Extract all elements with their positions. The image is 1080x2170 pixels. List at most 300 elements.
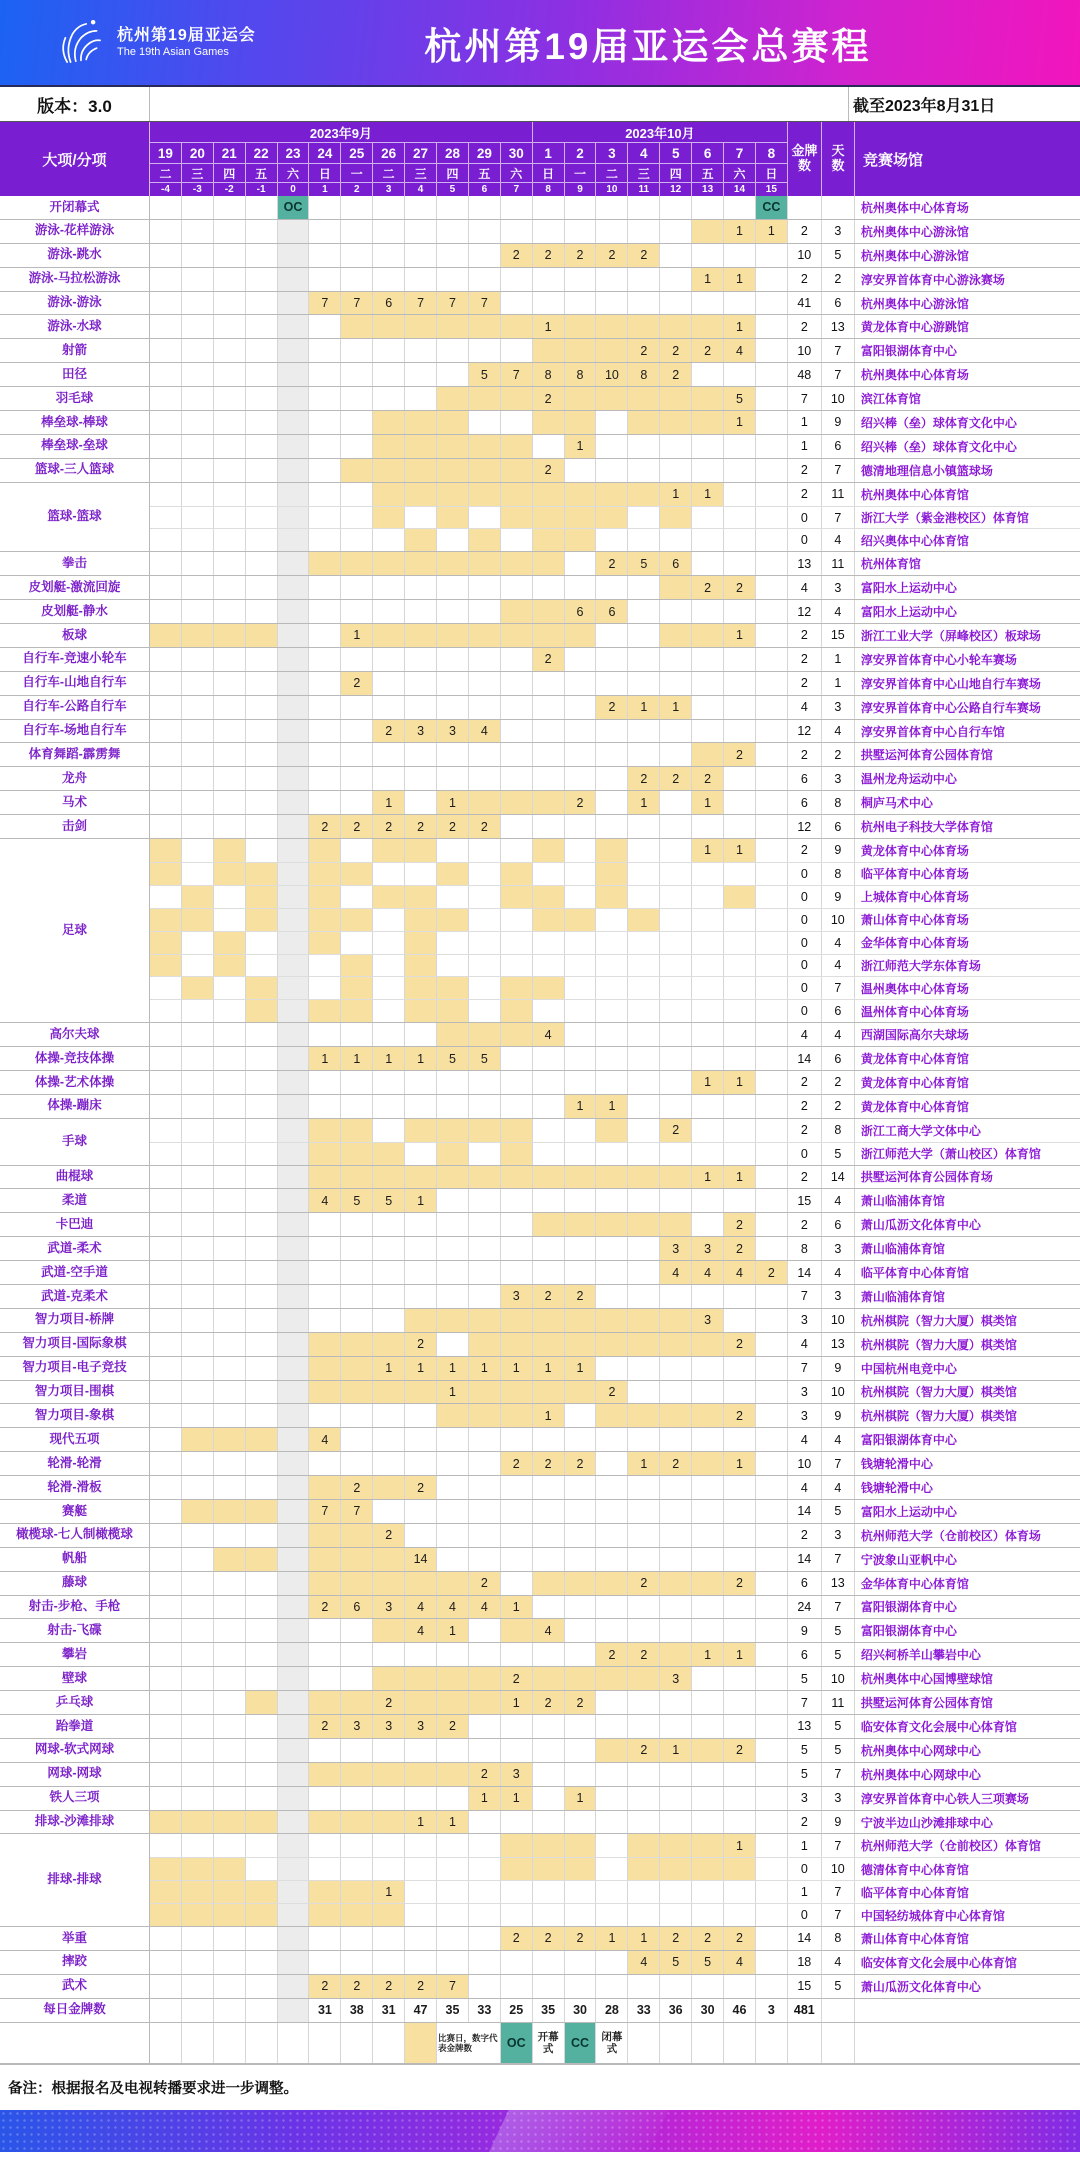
venue-cell: 杭州棋院（智力大厦）棋类馆 [860,1385,1017,1400]
schedule-cell: 2 [724,1333,756,1356]
schedule-cell [437,339,469,362]
schedule-cell: 3 [692,1309,724,1332]
schedule-cell [628,459,660,482]
schedule-cell [660,1095,692,1118]
sport-rows [150,600,1080,623]
schedule-cell [341,791,373,814]
schedule-cell [182,339,214,362]
schedule-cell [724,1357,756,1380]
schedule-cell [150,244,182,267]
schedule-cell [501,1858,533,1880]
schedule-cell [596,648,628,671]
day-count: 4 [822,1189,855,1212]
schedule-cell [533,1119,565,1142]
schedule-cell: 2 [309,815,341,838]
schedule-cell [341,1811,373,1834]
schedule-cell [692,1213,724,1236]
gold-count: 0 [788,932,822,954]
schedule-cell [405,459,437,482]
schedule-cell [596,1119,628,1142]
schedule-cell: 1 [628,1452,660,1475]
weekday-label: 一 [341,164,373,183]
day-count: 7 [822,1834,855,1857]
schedule-cell [660,932,692,954]
schedule-cell [724,696,756,719]
schedule-cell: 1 [533,1404,565,1427]
schedule-cell: 2 [469,1763,501,1786]
schedule-cell [246,1524,278,1547]
schedule-cell [246,1999,278,2022]
venue-cell: 滨江体育馆 [860,392,921,407]
schedule-cell [533,932,565,954]
schedule-cell [565,315,597,338]
schedule-cell [182,529,214,551]
schedule-cell [628,1143,660,1165]
schedule-cell [756,1047,788,1070]
schedule-cell [533,955,565,977]
schedule-cell [533,1189,565,1212]
sport-rows [150,387,1080,410]
sport-rows [150,1023,1080,1046]
schedule-cell [756,1667,788,1690]
schedule-cell [150,459,182,482]
schedule-cell [246,292,278,315]
schedule-cell [341,1143,373,1165]
day-count: 7 [822,459,855,482]
schedule-cell [373,1763,405,1786]
schedule-cell [501,435,533,458]
schedule-cell [724,1285,756,1308]
schedule-cell [756,1881,788,1903]
schedule-cell [214,1166,246,1189]
schedule-cell [405,1500,437,1523]
schedule-cell [628,624,660,647]
gold-count: 18 [788,1951,822,1974]
sport-group [0,1357,1080,1381]
day-count: 4 [822,600,855,623]
sport-group [0,1213,1080,1237]
day-label: 24 [309,143,341,164]
schedule-cell [596,1000,628,1022]
sport-rows [150,672,1080,695]
schedule-cell [565,1404,597,1427]
schedule-cell [182,932,214,954]
schedule-cell [405,552,437,575]
schedule-cell: 5 [469,363,501,386]
schedule-cell [724,863,756,885]
schedule-cell [214,1904,246,1926]
schedule-cell [309,1237,341,1260]
schedule-cell [596,624,628,647]
schedule-cell [405,767,437,790]
venue-cell: 杭州棋院（智力大厦）棋类馆 [860,1409,1017,1424]
schedule-cell [692,1119,724,1142]
sport-rows [150,1524,1080,1547]
sport-rows [150,196,1080,219]
day-index-label: 1 [309,183,341,196]
schedule-cell [596,507,628,529]
schedule-cell [724,932,756,954]
sport-group [0,1834,1080,1927]
schedule-cell [405,1739,437,1762]
day-count: 9 [822,411,855,434]
schedule-row [150,1119,1080,1142]
schedule-cell: 2 [660,339,692,362]
schedule-cell [309,1904,341,1926]
schedule-cell [437,1095,469,1118]
legend-row [0,2023,1080,2065]
sport-rows [150,720,1080,743]
schedule-cell [214,1596,246,1619]
schedule-cell [246,1476,278,1499]
gold-count: 4 [788,696,822,719]
schedule-cell [437,1643,469,1666]
schedule-cell [501,459,533,482]
schedule-cell [246,1285,278,1308]
schedule-cell: 33 [628,1999,660,2022]
schedule-cell [341,1524,373,1547]
schedule-cell: 1 [724,1452,756,1475]
schedule-cell [565,1858,597,1880]
schedule-cell [628,483,660,506]
schedule-cell [437,648,469,671]
schedule-cell [150,1404,182,1427]
day-count: 4 [822,955,855,977]
venue-cell: 德清体育中心体育馆 [860,1862,969,1877]
day-label: 28 [437,143,469,164]
venue-cell: 浙江大学（紫金港校区）体育馆 [860,511,1029,526]
schedule-cell [724,1667,756,1690]
schedule-cell [756,863,788,885]
day-label: 21 [214,143,246,164]
schedule-cell [469,1428,501,1451]
schedule-cell [565,483,597,506]
gold-count [788,196,822,219]
schedule-cell [533,863,565,885]
schedule-cell [214,1000,246,1022]
schedule-cell [150,529,182,551]
schedule-cell [692,552,724,575]
schedule-cell [533,529,565,551]
schedule-cell [405,363,437,386]
schedule-cell [596,1189,628,1212]
schedule-cell [756,1858,788,1880]
schedule-cell [437,483,469,506]
schedule-cell [246,529,278,551]
schedule-cell [501,1643,533,1666]
schedule-cell [150,696,182,719]
schedule-cell [437,863,469,885]
schedule-cell [309,1476,341,1499]
schedule-cell [341,1213,373,1236]
schedule-cell: 25 [501,1999,533,2022]
gold-count: 3 [788,1404,822,1427]
schedule-row [150,1951,1080,1974]
schedule-cell [596,1452,628,1475]
schedule-cell [596,387,628,410]
schedule-cell [565,576,597,599]
schedule-cell [692,1095,724,1118]
schedule-cell [214,1095,246,1118]
schedule-row [150,696,1080,719]
schedule-cell: 5 [628,552,660,575]
schedule-cell [182,1309,214,1332]
schedule-cell [405,955,437,977]
day-count: 6 [822,815,855,838]
day-count: 8 [822,1119,855,1142]
schedule-cell [692,815,724,838]
schedule-cell [565,1428,597,1451]
venue-cell: 钱塘轮滑中心 [860,1457,933,1472]
schedule-cell [246,1237,278,1260]
venue-cell: 杭州奥体中心网球中心 [860,1743,981,1758]
schedule-cell [660,909,692,931]
schedule-cell [309,1333,341,1356]
schedule-cell [692,1000,724,1022]
schedule-cell [724,955,756,977]
schedule-cell [469,387,501,410]
schedule-cell: 2 [565,1691,597,1714]
schedule-cell [724,1691,756,1714]
schedule-cell [469,196,501,219]
sport-rows [150,363,1080,386]
schedule-cell [373,886,405,908]
schedule-cell [628,720,660,743]
schedule-cell [405,1023,437,1046]
schedule-cell [150,1381,182,1404]
schedule-cell [565,720,597,743]
venue-cell: 绍兴棒（垒）球体育文化中心 [860,415,1017,430]
schedule-cell [724,1811,756,1834]
schedule-cell [182,909,214,931]
schedule-cell [596,1357,628,1380]
schedule-cell [437,1213,469,1236]
schedule-cell [182,1000,214,1022]
schedule-cell [150,955,182,977]
schedule-cell [756,1834,788,1857]
sport-rows [150,1189,1080,1212]
schedule-cell [214,1548,246,1571]
venue-cell: 宁波象山亚帆中心 [860,1552,957,1567]
schedule-cell [309,411,341,434]
schedule-cell [405,791,437,814]
schedule-cell [628,387,660,410]
venue-cell: 萧山瓜沥文化体育中心 [860,1218,981,1233]
schedule-cell [405,244,437,267]
schedule-cell [405,1452,437,1475]
day-count: 6 [822,1000,855,1022]
schedule-cell [150,1189,182,1212]
schedule-cell [437,1452,469,1475]
venue-cell: 杭州奥体中心体育场 [860,368,969,383]
schedule-cell: 4 [309,1189,341,1212]
schedule-cell [596,268,628,291]
schedule-cell [182,1428,214,1451]
schedule-cell [596,1143,628,1165]
day-label: 1 [533,143,565,164]
schedule-cell [341,696,373,719]
schedule-cell [628,1261,660,1284]
schedule-cell [533,1237,565,1260]
schedule-cell [565,529,597,551]
schedule-cell [628,1237,660,1260]
schedule-cell [246,767,278,790]
schedule-cell [150,1691,182,1714]
schedule-cell [660,292,692,315]
schedule-cell [278,1095,310,1118]
schedule-cell [469,839,501,862]
schedule-cell [150,1951,182,1974]
schedule-cell [278,1333,310,1356]
schedule-cell [756,1095,788,1118]
schedule-cell [501,196,533,219]
day-label: 6 [692,143,724,164]
schedule-cell [724,1524,756,1547]
venue-cell: 西湖国际高尔夫球场 [860,1028,969,1043]
schedule-cell [214,1811,246,1834]
schedule-cell [214,1285,246,1308]
schedule-cell [628,1619,660,1642]
schedule-cell [405,909,437,931]
schedule-cell [533,839,565,862]
schedule-cell [246,1787,278,1810]
schedule-cell [182,552,214,575]
schedule-cell [214,1572,246,1595]
schedule-cell [341,1619,373,1642]
schedule-cell [150,1428,182,1451]
schedule-cell [533,339,565,362]
day-count: 13 [822,1333,855,1356]
schedule-cell [246,1643,278,1666]
schedule-cell [501,1404,533,1427]
version-label: 版本：3.0 [0,87,150,121]
schedule-cell [214,600,246,623]
schedule-cell [182,696,214,719]
sport-group [0,1643,1080,1667]
schedule-cell [596,1572,628,1595]
day-count: 13 [822,315,855,338]
schedule-cell [246,909,278,931]
weekday-row [150,164,788,183]
day-label: 19 [150,143,182,164]
schedule-cell [628,1357,660,1380]
gold-count: 1 [788,411,822,434]
schedule-cell: 1 [660,483,692,506]
schedule-cell [756,1404,788,1427]
legend-oc-swatch: OC [501,2023,533,2064]
schedule-cell [278,529,310,551]
venue-cell: 金华体育中心体育馆 [860,1576,969,1591]
schedule-cell [309,767,341,790]
schedule-cell: 5 [469,1047,501,1070]
schedule-cell [660,435,692,458]
schedule-cell: 2 [437,815,469,838]
schedule-cell [724,720,756,743]
schedule-cell [214,196,246,219]
schedule-cell [341,977,373,999]
schedule-cell [469,507,501,529]
schedule-cell: 30 [692,1999,724,2022]
day-index-label: 5 [437,183,469,196]
schedule-cell [756,1000,788,1022]
venue-cell: 温州龙舟运动中心 [860,772,957,787]
schedule-cell [150,1739,182,1762]
schedule-cell [309,268,341,291]
schedule-cell: 2 [373,720,405,743]
schedule-cell [278,839,310,862]
sport-name: 篮球-三人篮球 [0,459,150,482]
schedule-cell [628,1500,660,1523]
schedule-cell [214,1951,246,1974]
schedule-cell [341,1285,373,1308]
day-count: 7 [822,1904,855,1926]
schedule-row [150,1404,1080,1427]
schedule-cell [341,932,373,954]
schedule-cell [533,1787,565,1810]
sport-rows [150,411,1080,434]
schedule-cell [660,1548,692,1571]
schedule-cell [756,435,788,458]
venue-cell: 萧山瓜沥文化体育中心 [860,1979,981,1994]
schedule-cell [628,1667,660,1690]
schedule-cell: 1 [405,1357,437,1380]
schedule-cell [501,339,533,362]
schedule-cell [437,624,469,647]
day-index-label: -3 [182,183,214,196]
sport-name: 游泳-跳水 [0,244,150,267]
sport-rows [150,1333,1080,1356]
schedule-row [150,600,1080,623]
schedule-cell [565,1572,597,1595]
schedule-cell [373,600,405,623]
schedule-cell [341,1691,373,1714]
schedule-cell [565,1213,597,1236]
day-count: 3 [822,576,855,599]
schedule-cell [628,886,660,908]
sport-group [0,696,1080,720]
schedule-cell: 1 [405,1189,437,1212]
schedule-cell [533,815,565,838]
schedule-cell [533,743,565,766]
schedule-cell [596,1071,628,1094]
schedule-cell [182,1834,214,1857]
schedule-cell: 1 [341,624,373,647]
day-count: 7 [822,1452,855,1475]
schedule-cell [182,720,214,743]
schedule-cell [596,863,628,885]
gold-count: 48 [788,363,822,386]
schedule-cell [756,648,788,671]
schedule-cell [309,1213,341,1236]
schedule-row [150,1047,1080,1070]
schedule-cell [246,1000,278,1022]
schedule-cell [373,244,405,267]
legend-empty-cell [373,2023,405,2064]
sport-rows [150,268,1080,291]
schedule-cell [182,1975,214,1998]
schedule-cell [278,1811,310,1834]
schedule-cell: 1 [501,1787,533,1810]
sport-group [0,1023,1080,1047]
schedule-cell [501,268,533,291]
schedule-cell [182,886,214,908]
sport-rows [150,1596,1080,1619]
day-count: 3 [822,1787,855,1810]
gold-count: 4 [788,1333,822,1356]
schedule-cell [246,696,278,719]
venue-cell: 宁波半边山沙滩排球中心 [860,1815,993,1830]
schedule-cell [246,1143,278,1165]
